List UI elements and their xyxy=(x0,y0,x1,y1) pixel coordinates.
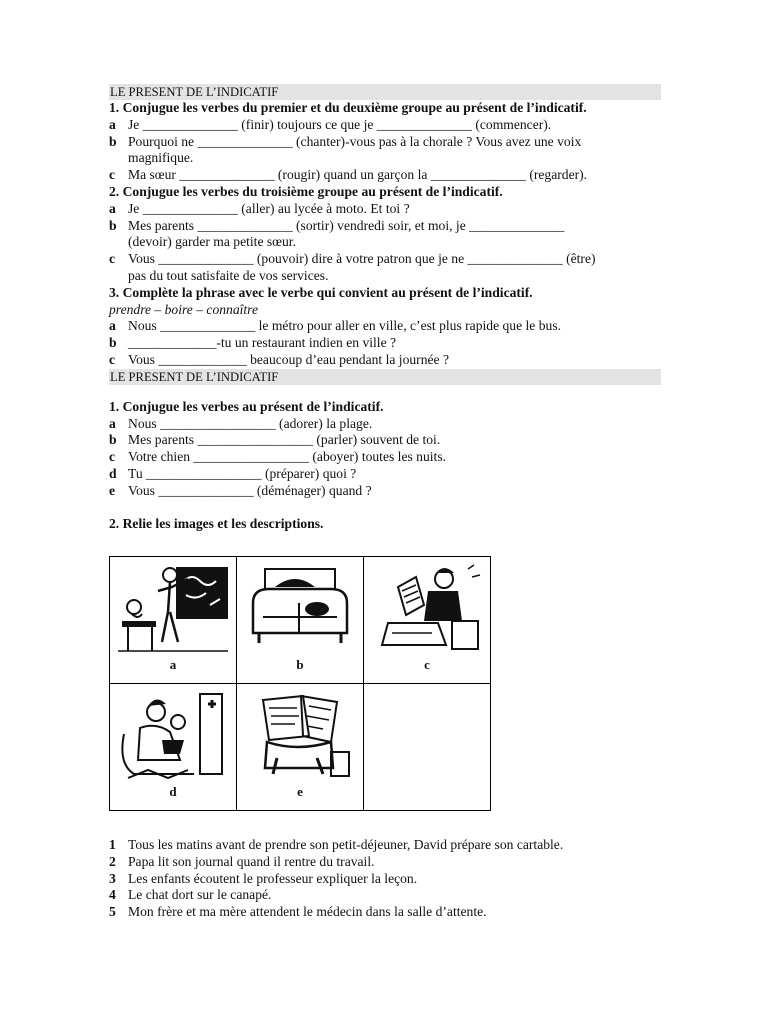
exercise-item xyxy=(109,251,661,285)
verb-list: prendre – boire – connaître xyxy=(109,301,258,317)
image-label-e: e xyxy=(297,784,303,799)
image-label-b: b xyxy=(296,657,304,672)
cat-on-sofa-illustration xyxy=(241,561,359,657)
description-text: Le chat dort sur le canapé. xyxy=(128,887,272,903)
description-number: 4 xyxy=(109,887,116,903)
item-label: b xyxy=(109,217,117,233)
section-band-2 xyxy=(109,369,661,385)
description-text: Les enfants écoutent le professeur expliquer la leçon. xyxy=(128,870,418,886)
item-label: a xyxy=(109,200,116,216)
item-text: _____________-tu un restaurant indien en ville ? xyxy=(128,335,397,351)
item-label: b xyxy=(109,335,117,351)
item-text: Je ______________ (finir) toujours ce que je ______________ (commencer). xyxy=(128,116,552,132)
description-number: 3 xyxy=(109,870,116,886)
exercise-item xyxy=(109,201,661,218)
image-grid xyxy=(109,556,491,811)
exercise-2-title: 2. Conjugue les verbes du troisième groupe au présent de l’indicatif. xyxy=(109,183,503,199)
image-cell-c xyxy=(364,557,491,684)
section-title-2: LE PRESENT DE L’INDICATIF xyxy=(110,369,279,384)
item-label: a xyxy=(109,318,116,334)
exercise-item xyxy=(109,483,661,500)
description-number: 1 xyxy=(109,837,116,852)
image-label-c: c xyxy=(424,657,430,672)
item-label: c xyxy=(109,167,116,183)
item-text: Vous ______________ (déménager) quand ? xyxy=(128,482,372,498)
exercise-item xyxy=(109,218,661,252)
image-cell-d xyxy=(110,684,237,811)
description-item xyxy=(109,871,661,888)
description-number: 5 xyxy=(109,904,116,920)
description-item xyxy=(109,887,661,904)
item-text: Mes parents _________________ (parler) souvent de toi. xyxy=(128,432,441,448)
exercise-item xyxy=(109,318,661,335)
description-number: 2 xyxy=(109,853,116,869)
exercise-3-title: 3. Complète la phrase avec le verbe qui convient au présent de l’indicatif. xyxy=(109,284,533,300)
description-text: Mon frère et ma mère attendent le médecin dans la salle d’attente. xyxy=(128,904,487,920)
item-label: c xyxy=(109,351,116,367)
man-reading-newspaper-illustration xyxy=(241,688,359,784)
description-item xyxy=(109,854,661,871)
item-text: Vous ______________ (pouvoir) dire à votre patron que je ne ______________ (être) pas du tout satisfaite de vos services. xyxy=(128,251,596,283)
exercise-item xyxy=(109,134,661,168)
image-cell-a xyxy=(110,557,237,684)
description-item xyxy=(109,904,661,921)
worksheet-top xyxy=(109,84,661,532)
section-band-1 xyxy=(109,84,661,100)
section-title-1: LE PRESENT DE L’INDICATIF xyxy=(110,85,279,99)
item-text: Pourquoi ne ______________ (chanter)-vous pas à la chorale ? Vous avez une voix magnifique. xyxy=(128,133,582,166)
image-cell-b xyxy=(237,557,364,684)
exercise-item xyxy=(109,352,661,369)
item-label: a xyxy=(109,116,116,132)
item-text: Nous _________________ (adorer) la plage. xyxy=(128,415,373,431)
item-label: e xyxy=(109,482,116,498)
item-text: Vous _____________ beaucoup d’eau pendant la journée ? xyxy=(128,351,450,367)
classroom-illustration xyxy=(114,561,232,657)
exercise-item xyxy=(109,117,661,134)
item-label: b xyxy=(109,133,117,149)
item-text: Je ______________ (aller) au lycée à moto. Et toi ? xyxy=(128,200,410,216)
description-text: Papa lit son journal quand il rentre du travail. xyxy=(128,853,375,869)
image-cell-e xyxy=(237,684,364,811)
item-text: Votre chien _________________ (aboyer) toutes les nuits. xyxy=(128,449,447,465)
exercise-item xyxy=(109,466,661,483)
exercise-item xyxy=(109,449,661,466)
description-item xyxy=(109,837,661,854)
description-text: Tous les matins avant de prendre son petit-déjeuner, David prépare son cartable. xyxy=(128,837,564,852)
exercise-item xyxy=(109,416,661,433)
item-label: b xyxy=(109,432,117,448)
item-text: Mes parents ______________ (sortir) vendredi soir, et moi, je ______________ (devoir) garder ma petite sœur. xyxy=(128,217,565,250)
waiting-room-illustration xyxy=(114,688,232,784)
image-label-d: d xyxy=(169,784,177,799)
exercise-b1-title: 1. Conjugue les verbes au présent de l’indicatif. xyxy=(109,398,384,414)
item-label: c xyxy=(109,251,116,267)
descriptions-list xyxy=(109,837,661,921)
exercise-item xyxy=(109,335,661,352)
boy-packing-bag-illustration xyxy=(368,561,486,657)
item-label: c xyxy=(109,449,116,465)
item-label: a xyxy=(109,415,116,431)
item-text: Tu _________________ (préparer) quoi ? xyxy=(128,465,357,481)
exercise-1-title: 1. Conjugue les verbes du premier et du deuxième groupe au présent de l’indicatif. xyxy=(109,100,587,115)
exercise-item xyxy=(109,432,661,449)
image-label-a: a xyxy=(169,657,177,672)
image-cell-empty xyxy=(364,684,491,811)
item-label: d xyxy=(109,465,117,481)
exercise-b2-title: 2. Relie les images et les descriptions. xyxy=(109,515,324,531)
item-text: Ma sœur ______________ (rougir) quand un garçon la ______________ (regarder). xyxy=(128,167,588,183)
exercise-item xyxy=(109,167,661,184)
item-text: Nous ______________ le métro pour aller en ville, c’est plus rapide que le bus. xyxy=(128,318,562,334)
